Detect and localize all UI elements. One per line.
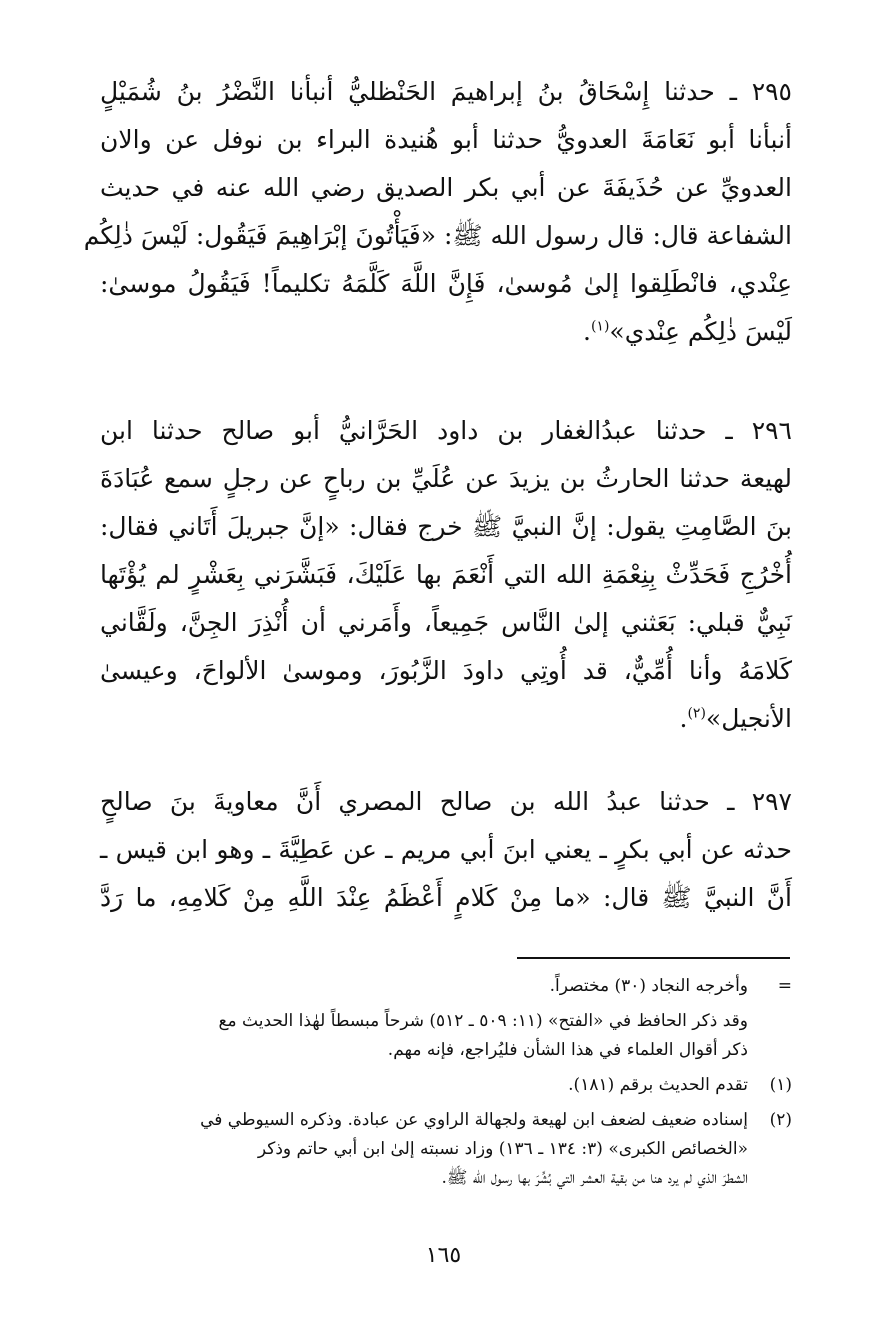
hadith-296-line-2: لهيعة حدثنا الحارثُ بن يزيدَ عن عُلَيِّ بن رباحٍ عن رجلٍ سمع عُبَادَةَ	[100, 464, 792, 493]
hadith-296-line-3: بنَ الصَّامِتِ يقول: إنَّ النبيَّ ﷺ خرج فقال: «إنَّ جبريلَ أَتَاني فقال:	[100, 512, 792, 541]
footnote-line: تقدم الحديث برقم (١٨١).	[568, 1075, 748, 1095]
footnote-body	[100, 1071, 748, 1100]
hadith-296-line-5: نَبِيٌّ قبلي: بَعَثني إلىٰ النَّاس جَمِيعاً، وأَمَرني أن أُنْذِرَ الجِنَّ، ولَقَّاني	[100, 608, 792, 637]
hadith-295-line-5: عِنْدي، فانْطَلِقوا إلىٰ مُوسىٰ، فَإِنَّ اللَّهَ كَلَّمَهُ تكليماً! فَيَقُولُ موسىٰ:	[100, 269, 792, 298]
footnote-continuation	[100, 972, 792, 1001]
hadith-296-line-1: ٢٩٦ ـ حدثنا عبدُالغفار بن داود الحَرَّانيُّ أبو صالح حدثنا ابن	[100, 416, 792, 445]
footnote-body	[100, 1007, 748, 1065]
hadith-295-line-1: ٢٩٥ ـ حدثنا إِسْحَاقُ بنُ إبراهيمَ الحَنْظليُّ أنبأنا النَّضْرُ بنُ شُمَيْلٍ	[100, 77, 792, 106]
hadith-296-line-7-period: .	[679, 704, 688, 733]
footnote-marker: (٢)	[769, 1110, 792, 1130]
footnote-line: إسناده ضعيف لضعف ابن لهيعة ولجهالة الراوي عن عبادة. وذكره السيوطي في	[200, 1110, 748, 1130]
hadith-295-line-2: أنبأنا أبو نَعَامَةَ العدويُّ حدثنا أبو هُنيدة البراء بن نوفل عن والان	[100, 125, 792, 154]
footnote-2	[100, 1106, 792, 1193]
footnotes	[100, 972, 792, 1193]
hadith-295-line-3: العدويِّ عن حُذَيفَةَ عن أبي بكر الصديق رضي الله عنه في حديث	[100, 173, 792, 202]
footnote-marker: (١)	[769, 1075, 792, 1095]
footnote-note	[100, 1007, 792, 1065]
page-number: ١٦٥	[425, 1243, 462, 1268]
hadith-295-line-4: الشفاعة قال: قال رسول الله ﷺ: «فَيَأْتُونَ إبْرَاهِيمَ فَيَقُول: لَيْسَ ذٰلِكُم	[83, 221, 792, 250]
footnote-line: ذكر أقوال العلماء في هذا الشأن فليُراجع، فإنه مهم.	[387, 1040, 748, 1060]
hadith-295-line-6	[100, 308, 792, 356]
hadith-295-paragraph	[83, 68, 792, 356]
hadith-296-line-6: كَلامَهُ وأنا أُمِّيٌّ، قد أُوتِي داودَ الزَّبُورَ، وموسىٰ الألواحَ، وعيسىٰ	[100, 656, 792, 685]
hadith-295-line-6-text: لَيْسَ ذٰلِكُم عِنْدي»	[609, 317, 792, 346]
hadith-296-paragraph	[100, 407, 792, 743]
hadith-297-line-3: أَنَّ النبيَّ ﷺ قال: «ما مِنْ كَلامٍ أَعْظَمُ عِنْدَ اللَّهِ مِنْ كَلامِهِ، ما رَدَّ	[100, 883, 792, 912]
hadith-295-line-6-period: .	[583, 317, 591, 346]
hadith-297-line-2: حدثه عن أبي بكرٍ ـ يعني ابنَ أبي مريم ـ عن عَطِيَّةَ ـ وهو ابن قيس ـ	[100, 835, 792, 864]
footnote-line: «الخصائص الكبرى» (٣: ١٣٤ ـ ١٣٦) وزاد نسبته إلىٰ ابن أبي حاتم وذكر	[257, 1139, 748, 1159]
hadith-296-line-7	[100, 695, 792, 743]
footnote-line: وقد ذكر الحافظ في «الفتح» (١١: ٥٠٩ ـ ٥١٢) شرحاً مبسطاً لهٰذا الحديث مع	[218, 1011, 748, 1031]
footnote-line: الشطرَ الذي لم يرد هنا من بقية العشر التي بُشِّرَ بها رسول الله ﷺ.	[441, 1168, 748, 1188]
hadith-297-paragraph	[100, 778, 792, 922]
hadith-297-line-1: ٢٩٧ ـ حدثنا عبدُ الله بن صالح المصري أَنَّ معاويةَ بنَ صالحٍ	[100, 787, 792, 816]
footnote-body	[100, 972, 748, 1001]
footnote-1	[100, 1071, 792, 1100]
hadith-296-line-7-text: الأنجيل»	[705, 704, 792, 733]
hadith-296-line-4: أُخْرُجِ فَحَدِّثْ بِنِعْمَةِ الله التي أَنْعَمَ بها عَلَيْكَ، فَبَشَّرَني بِعَشْرٍ لم يُؤْتَها	[100, 560, 792, 589]
footnote-body	[100, 1106, 748, 1193]
footnote-marker: =	[777, 976, 792, 996]
footnote-separator	[517, 957, 790, 959]
footnote-line: وأخرجه النجاد (٣٠) مختصراً.	[549, 976, 748, 996]
footnote-ref-2: (٢)	[687, 705, 706, 722]
footnote-ref-1: (١)	[590, 318, 610, 335]
